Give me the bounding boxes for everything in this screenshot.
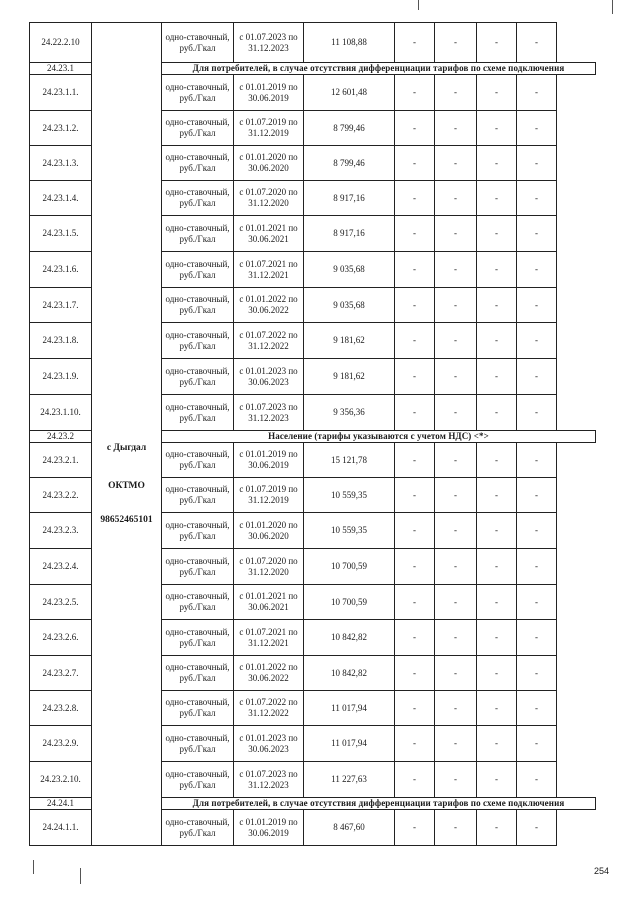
empty-value-cell: - <box>435 216 477 252</box>
empty-value-cell: - <box>517 691 557 726</box>
empty-value-cell: - <box>435 691 477 726</box>
empty-value-cell: - <box>435 395 477 431</box>
empty-value-cell: - <box>477 691 517 726</box>
empty-value-cell: - <box>395 395 435 431</box>
empty-value-cell: - <box>517 762 557 798</box>
tariff-period: с 01.01.2020 по 30.06.2020 <box>234 146 304 181</box>
tariff-table <box>29 22 596 846</box>
tariff-period: с 01.01.2023 по 30.06.2023 <box>234 726 304 762</box>
tariff-period: с 01.07.2022 по 31.12.2022 <box>234 691 304 726</box>
empty-value-cell: - <box>517 810 557 846</box>
tariff-value: 8 467,60 <box>304 810 395 846</box>
empty-value-cell: - <box>477 359 517 395</box>
tariff-value: 10 700,59 <box>304 585 395 620</box>
empty-value-cell: - <box>517 726 557 762</box>
empty-value-cell: - <box>395 585 435 620</box>
empty-value-cell: - <box>435 620 477 656</box>
empty-value-cell: - <box>517 23 557 63</box>
empty-value-cell: - <box>435 585 477 620</box>
tariff-kind: одно-ставочный, руб./Гкал <box>162 146 234 181</box>
empty-value-cell: - <box>435 513 477 549</box>
empty-value-cell: - <box>517 513 557 549</box>
tariff-value: 8 917,16 <box>304 181 395 216</box>
empty-value-cell: - <box>517 75 557 111</box>
tariff-period: с 01.01.2022 по 30.06.2022 <box>234 656 304 691</box>
section-code: 24.23.1 <box>30 63 92 75</box>
tariff-period: с 01.01.2023 по 30.06.2023 <box>234 359 304 395</box>
empty-value-cell: - <box>395 359 435 395</box>
tariff-kind: одно-ставочный, руб./Гкал <box>162 478 234 513</box>
row-code: 24.23.1.2. <box>30 111 92 146</box>
tariff-value: 11 017,94 <box>304 691 395 726</box>
row-code: 24.23.1.6. <box>30 252 92 288</box>
empty-value-cell: - <box>435 549 477 585</box>
empty-value-cell: - <box>477 726 517 762</box>
tariff-kind: одно-ставочный, руб./Гкал <box>162 252 234 288</box>
tariff-kind: одно-ставочный, руб./Гкал <box>162 726 234 762</box>
tariff-kind: одно-ставочный, руб./Гкал <box>162 656 234 691</box>
tariff-period: с 01.07.2020 по 31.12.2020 <box>234 549 304 585</box>
tariff-value: 9 035,68 <box>304 288 395 323</box>
tariff-kind: одно-ставочный, руб./Гкал <box>162 810 234 846</box>
tariff-kind: одно-ставочный, руб./Гкал <box>162 75 234 111</box>
empty-value-cell: - <box>477 323 517 359</box>
row-code: 24.23.1.10. <box>30 395 92 431</box>
empty-value-cell: - <box>435 726 477 762</box>
empty-value-cell: - <box>477 443 517 478</box>
empty-value-cell: - <box>477 395 517 431</box>
tariff-kind: одно-ставочный, руб./Гкал <box>162 762 234 798</box>
row-code: 24.23.1.4. <box>30 181 92 216</box>
empty-value-cell: - <box>395 252 435 288</box>
scan-artifact-line <box>418 0 419 10</box>
empty-value-cell: - <box>395 656 435 691</box>
empty-value-cell: - <box>435 359 477 395</box>
tariff-kind: одно-ставочный, руб./Гкал <box>162 620 234 656</box>
tariff-period: с 01.07.2019 по 31.12.2019 <box>234 478 304 513</box>
empty-value-cell: - <box>517 549 557 585</box>
empty-value-cell: - <box>517 216 557 252</box>
empty-value-cell: - <box>517 111 557 146</box>
tariff-value: 10 700,59 <box>304 549 395 585</box>
tariff-kind: одно-ставочный, руб./Гкал <box>162 111 234 146</box>
tariff-period: с 01.01.2022 по 30.06.2022 <box>234 288 304 323</box>
empty-value-cell: - <box>517 620 557 656</box>
empty-value-cell: - <box>477 146 517 181</box>
empty-value-cell: - <box>435 181 477 216</box>
empty-value-cell: - <box>435 288 477 323</box>
tariff-kind: одно-ставочный, руб./Гкал <box>162 443 234 478</box>
empty-value-cell: - <box>517 656 557 691</box>
empty-value-cell: - <box>517 288 557 323</box>
row-code: 24.23.2.2. <box>30 478 92 513</box>
tariff-kind: одно-ставочный, руб./Гкал <box>162 513 234 549</box>
empty-value-cell: - <box>477 111 517 146</box>
enterprise-cell <box>92 23 162 846</box>
tariff-period: с 01.07.2023 по 31.12.2023 <box>234 395 304 431</box>
tariff-value: 10 842,82 <box>304 656 395 691</box>
empty-value-cell: - <box>435 656 477 691</box>
okmo-code: 98652465101 <box>100 515 153 525</box>
empty-value-cell: - <box>477 288 517 323</box>
enterprise-block <box>94 39 159 829</box>
empty-value-cell: - <box>435 478 477 513</box>
empty-value-cell: - <box>395 726 435 762</box>
scan-artifact-line <box>33 860 34 874</box>
section-title: Для потребителей, в случае отсутствия дифференциации тарифов по схеме подключения <box>162 798 596 810</box>
empty-value-cell: - <box>517 323 557 359</box>
row-code: 24.23.1.5. <box>30 216 92 252</box>
empty-value-cell: - <box>517 146 557 181</box>
tariff-value: 8 799,46 <box>304 111 395 146</box>
empty-value-cell: - <box>395 443 435 478</box>
section-title: Население (тарифы указываются с учетом НДС) <*> <box>162 431 596 443</box>
tariff-period: с 01.01.2019 по 30.06.2019 <box>234 75 304 111</box>
tariff-kind: одно-ставочный, руб./Гкал <box>162 323 234 359</box>
tariff-value: 9 181,62 <box>304 323 395 359</box>
row-code: 24.23.1.8. <box>30 323 92 359</box>
section-code: 24.24.1 <box>30 798 92 810</box>
tariff-kind: одно-ставочный, руб./Гкал <box>162 23 234 63</box>
row-code: 24.23.1.7. <box>30 288 92 323</box>
empty-value-cell: - <box>435 111 477 146</box>
empty-value-cell: - <box>517 395 557 431</box>
empty-value-cell: - <box>395 513 435 549</box>
empty-value-cell: - <box>517 252 557 288</box>
empty-value-cell: - <box>477 478 517 513</box>
tariff-period: с 01.07.2021 по 31.12.2021 <box>234 620 304 656</box>
tariff-value: 11 227,63 <box>304 762 395 798</box>
empty-value-cell: - <box>395 181 435 216</box>
section-title: Для потребителей, в случае отсутствия дифференциации тарифов по схеме подключения <box>162 63 596 75</box>
tariff-period: с 01.01.2021 по 30.06.2021 <box>234 585 304 620</box>
empty-value-cell: - <box>395 23 435 63</box>
tariff-value: 12 601,48 <box>304 75 395 111</box>
row-code: 24.22.2.10 <box>30 23 92 63</box>
tariff-kind: одно-ставочный, руб./Гкал <box>162 585 234 620</box>
empty-value-cell: - <box>477 252 517 288</box>
empty-value-cell: - <box>435 146 477 181</box>
empty-value-cell: - <box>517 585 557 620</box>
empty-value-cell: - <box>517 359 557 395</box>
empty-value-cell: - <box>395 810 435 846</box>
empty-value-cell: - <box>477 23 517 63</box>
empty-value-cell: - <box>395 288 435 323</box>
empty-value-cell: - <box>477 620 517 656</box>
empty-value-cell: - <box>477 656 517 691</box>
empty-value-cell: - <box>435 323 477 359</box>
row-code: 24.23.2.4. <box>30 549 92 585</box>
row-code: 24.23.2.10. <box>30 762 92 798</box>
empty-value-cell: - <box>477 75 517 111</box>
tariff-period: с 01.07.2022 по 31.12.2022 <box>234 323 304 359</box>
tariff-value: 10 842,82 <box>304 620 395 656</box>
tariff-period: с 01.07.2019 по 31.12.2019 <box>234 111 304 146</box>
okmo-label: ОКТМО <box>108 481 145 491</box>
tariff-period: с 01.01.2019 по 30.06.2019 <box>234 443 304 478</box>
tariff-value: 11 108,88 <box>304 23 395 63</box>
tariff-kind: одно-ставочный, руб./Гкал <box>162 691 234 726</box>
tariff-value: 8 799,46 <box>304 146 395 181</box>
row-code: 24.23.1.9. <box>30 359 92 395</box>
empty-value-cell: - <box>395 691 435 726</box>
scan-artifact-line <box>612 0 613 14</box>
tariff-kind: одно-ставочный, руб./Гкал <box>162 181 234 216</box>
tariff-value: 9 035,68 <box>304 252 395 288</box>
empty-value-cell: - <box>435 252 477 288</box>
enterprise-name: с Дыгдал <box>106 443 147 453</box>
tariff-kind: одно-ставочный, руб./Гкал <box>162 216 234 252</box>
row-code: 24.23.2.1. <box>30 443 92 478</box>
empty-value-cell: - <box>477 181 517 216</box>
tariff-period: с 01.07.2020 по 31.12.2020 <box>234 181 304 216</box>
tariff-value: 11 017,94 <box>304 726 395 762</box>
tariff-kind: одно-ставочный, руб./Гкал <box>162 549 234 585</box>
tariff-kind: одно-ставочный, руб./Гкал <box>162 395 234 431</box>
row-code: 24.23.2.5. <box>30 585 92 620</box>
empty-value-cell: - <box>477 585 517 620</box>
empty-value-cell: - <box>395 216 435 252</box>
tariff-period: с 01.01.2020 по 30.06.2020 <box>234 513 304 549</box>
empty-value-cell: - <box>477 549 517 585</box>
empty-value-cell: - <box>435 762 477 798</box>
row-code: 24.23.2.3. <box>30 513 92 549</box>
tariff-value: 10 559,35 <box>304 478 395 513</box>
tariff-value: 15 121,78 <box>304 443 395 478</box>
tariff-value: 10 559,35 <box>304 513 395 549</box>
empty-value-cell: - <box>477 762 517 798</box>
tariff-period: с 01.01.2021 по 30.06.2021 <box>234 216 304 252</box>
empty-value-cell: - <box>395 478 435 513</box>
tariff-kind: одно-ставочный, руб./Гкал <box>162 359 234 395</box>
section-code: 24.23.2 <box>30 431 92 443</box>
tariff-value: 8 917,16 <box>304 216 395 252</box>
empty-value-cell: - <box>395 111 435 146</box>
empty-value-cell: - <box>517 443 557 478</box>
empty-value-cell: - <box>517 181 557 216</box>
row-code: 24.23.2.7. <box>30 656 92 691</box>
tariff-period: с 01.01.2019 по 30.06.2019 <box>234 810 304 846</box>
row-code: 24.24.1.1. <box>30 810 92 846</box>
empty-value-cell: - <box>477 810 517 846</box>
tariff-period: с 01.07.2021 по 31.12.2021 <box>234 252 304 288</box>
row-code: 24.23.2.6. <box>30 620 92 656</box>
empty-value-cell: - <box>435 810 477 846</box>
tariff-period: с 01.07.2023 по 31.12.2023 <box>234 762 304 798</box>
empty-value-cell: - <box>395 146 435 181</box>
empty-value-cell: - <box>435 23 477 63</box>
empty-value-cell: - <box>395 549 435 585</box>
row-code: 24.23.2.9. <box>30 726 92 762</box>
empty-value-cell: - <box>477 216 517 252</box>
empty-value-cell: - <box>395 762 435 798</box>
empty-value-cell: - <box>395 620 435 656</box>
empty-value-cell: - <box>395 75 435 111</box>
row-code: 24.23.2.8. <box>30 691 92 726</box>
scan-artifact-line <box>80 868 81 884</box>
empty-value-cell: - <box>435 75 477 111</box>
tariff-period: с 01.07.2023 по 31.12.2023 <box>234 23 304 63</box>
tariff-value: 9 181,62 <box>304 359 395 395</box>
row-code: 24.23.1.1. <box>30 75 92 111</box>
empty-value-cell: - <box>517 478 557 513</box>
table-row <box>30 23 596 63</box>
row-code: 24.23.1.3. <box>30 146 92 181</box>
empty-value-cell: - <box>477 513 517 549</box>
tariff-value: 9 356,36 <box>304 395 395 431</box>
empty-value-cell: - <box>395 323 435 359</box>
page-number: 254 <box>594 866 610 876</box>
empty-value-cell: - <box>435 443 477 478</box>
tariff-kind: одно-ставочный, руб./Гкал <box>162 288 234 323</box>
